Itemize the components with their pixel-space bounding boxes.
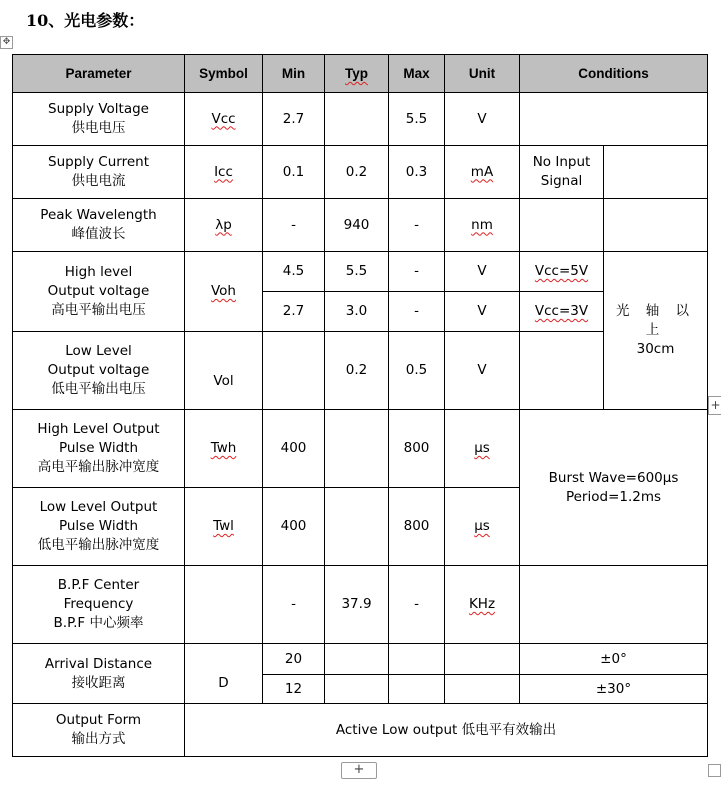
param-en: Pulse Width xyxy=(58,518,139,534)
symbol-text: Vcc xyxy=(211,110,236,127)
param-zh: 输出方式 xyxy=(71,731,126,747)
add-row-button[interactable]: + xyxy=(341,762,377,779)
symbol-cell xyxy=(185,410,263,488)
max-cell: 0.3 xyxy=(389,146,445,199)
unit-cell xyxy=(445,566,520,644)
param-zh: 高电平输出脉冲宽度 xyxy=(37,459,160,475)
condition-line: 30cm xyxy=(636,341,675,357)
unit-text: KHz xyxy=(468,596,496,612)
symbol-text: Icc xyxy=(214,163,233,180)
param-en: Output voltage xyxy=(47,362,150,378)
unit-text: mA xyxy=(470,163,494,180)
table-resize-handle[interactable] xyxy=(708,764,721,777)
unit-cell: V xyxy=(445,332,520,410)
table-row xyxy=(13,566,708,644)
table-row xyxy=(13,93,708,146)
param-cell xyxy=(13,199,185,252)
param-zh: 低电平输出电压 xyxy=(51,381,146,397)
param-en: High level xyxy=(64,264,133,280)
param-zh: 供电电压 xyxy=(71,120,126,136)
symbol-cell xyxy=(185,146,263,199)
add-column-button[interactable]: + xyxy=(708,396,721,415)
unit-text: μs xyxy=(474,440,490,456)
unit-cell: V xyxy=(445,252,520,292)
param-en: B.P.F Center xyxy=(57,577,140,593)
max-cell xyxy=(389,644,445,675)
table-row xyxy=(13,644,708,675)
min-cell: 400 xyxy=(263,410,325,488)
typ-cell xyxy=(325,410,389,488)
unit-cell xyxy=(445,199,520,252)
max-cell: 5.5 xyxy=(389,93,445,146)
condition-cell xyxy=(520,146,604,199)
condition-cell xyxy=(520,332,604,410)
param-en: Peak Wavelength xyxy=(40,207,157,223)
photoelectric-parameters-table xyxy=(12,54,708,757)
typ-cell: 0.2 xyxy=(325,146,389,199)
condition-extra-cell xyxy=(604,199,708,252)
param-en: High Level Output xyxy=(37,421,160,437)
unit-cell xyxy=(445,146,520,199)
param-en: Supply Voltage xyxy=(48,101,149,117)
table-row xyxy=(13,252,708,292)
header-unit: Unit xyxy=(445,55,520,93)
param-cell xyxy=(13,704,185,757)
symbol-cell: D xyxy=(185,644,263,704)
table-row xyxy=(13,704,708,757)
max-cell: - xyxy=(389,292,445,332)
typ-cell: 3.0 xyxy=(325,292,389,332)
condition-cell xyxy=(520,252,604,292)
unit-cell: V xyxy=(445,93,520,146)
min-cell: 20 xyxy=(263,644,325,675)
table-row xyxy=(13,410,708,488)
condition-line: No Input xyxy=(532,154,591,170)
typ-cell: 940 xyxy=(325,199,389,252)
unit-cell xyxy=(445,410,520,488)
typ-cell xyxy=(325,93,389,146)
param-cell xyxy=(13,93,185,146)
min-cell: 2.7 xyxy=(263,93,325,146)
condition-line: Period=1.2ms xyxy=(565,488,662,505)
param-en: Frequency xyxy=(63,596,134,612)
symbol-cell: Vol xyxy=(185,332,263,410)
param-en: Low Level Output xyxy=(39,499,158,515)
condition-cell xyxy=(520,199,604,252)
max-cell: 800 xyxy=(389,410,445,488)
table-move-handle-icon[interactable]: ✥ xyxy=(0,36,13,49)
condition-extra-cell xyxy=(604,146,708,199)
typ-cell xyxy=(325,488,389,566)
typ-cell: 0.2 xyxy=(325,332,389,410)
condition-line: Burst Wave=600μs xyxy=(548,469,679,486)
table-row xyxy=(13,199,708,252)
condition-text: Vcc=5V xyxy=(534,263,589,279)
table-row xyxy=(13,332,708,410)
param-cell xyxy=(13,146,185,199)
header-typ xyxy=(325,55,389,93)
min-cell: 2.7 xyxy=(263,292,325,332)
param-zh: 供电电流 xyxy=(71,173,126,189)
param-cell xyxy=(13,252,185,332)
unit-text: nm xyxy=(471,216,493,233)
header-min: Min xyxy=(263,55,325,93)
symbol-cell xyxy=(185,93,263,146)
unit-cell: V xyxy=(445,292,520,332)
spec-table-wrapper xyxy=(12,54,708,757)
burst-wave-condition-cell xyxy=(520,410,708,566)
condition-cell: ±30° xyxy=(520,675,708,704)
param-cell xyxy=(13,332,185,410)
min-cell: - xyxy=(263,199,325,252)
section-heading: 10、光电参数： xyxy=(26,11,145,30)
param-zh: 高电平输出电压 xyxy=(51,302,146,318)
symbol-text: Twh xyxy=(210,440,237,456)
max-cell: - xyxy=(389,566,445,644)
max-cell xyxy=(389,675,445,704)
unit-text: μs xyxy=(474,518,490,534)
typ-cell: 37.9 xyxy=(325,566,389,644)
symbol-cell xyxy=(185,566,263,644)
symbol-cell xyxy=(185,488,263,566)
optical-axis-condition-cell xyxy=(604,252,708,410)
condition-text: Vcc=3V xyxy=(534,303,589,319)
typ-cell xyxy=(325,675,389,704)
param-en: Pulse Width xyxy=(58,440,139,456)
output-form-value: Active Low output 低电平有效输出 xyxy=(185,704,708,757)
header-typ-text: Typ xyxy=(345,66,368,81)
param-en: Output voltage xyxy=(47,283,150,299)
param-zh: 接收距离 xyxy=(71,674,126,691)
min-cell: 12 xyxy=(263,675,325,704)
typ-cell: 5.5 xyxy=(325,252,389,292)
param-cell xyxy=(13,566,185,644)
header-conditions: Conditions xyxy=(520,55,708,93)
header-parameter: Parameter xyxy=(13,55,185,93)
min-cell xyxy=(263,332,325,410)
symbol-text: λp xyxy=(215,216,232,233)
param-cell xyxy=(13,488,185,566)
min-cell: 0.1 xyxy=(263,146,325,199)
param-zh: B.P.F 中心频率 xyxy=(53,615,144,631)
symbol-text: Twl xyxy=(213,518,234,534)
max-cell: 0.5 xyxy=(389,332,445,410)
header-row xyxy=(13,55,708,93)
unit-cell xyxy=(445,488,520,566)
min-cell: 4.5 xyxy=(263,252,325,292)
param-en: Arrival Distance xyxy=(44,655,153,672)
symbol-text: Voh xyxy=(210,283,236,299)
header-max: Max xyxy=(389,55,445,93)
condition-line: 光 轴 以 上 xyxy=(615,303,696,338)
param-en: Low Level xyxy=(65,343,132,359)
min-cell: 400 xyxy=(263,488,325,566)
header-symbol: Symbol xyxy=(185,55,263,93)
param-zh: 峰值波长 xyxy=(71,226,126,242)
param-cell xyxy=(13,410,185,488)
max-cell: 800 xyxy=(389,488,445,566)
symbol-cell xyxy=(185,252,263,332)
table-row xyxy=(13,146,708,199)
unit-cell xyxy=(445,675,520,704)
min-cell: - xyxy=(263,566,325,644)
unit-cell xyxy=(445,644,520,675)
param-en: Output Form xyxy=(55,712,142,728)
max-cell: - xyxy=(389,199,445,252)
typ-cell xyxy=(325,644,389,675)
max-cell: - xyxy=(389,252,445,292)
condition-cell: ±0° xyxy=(520,644,708,675)
param-en: Supply Current xyxy=(48,154,149,170)
condition-line: Signal xyxy=(540,173,583,189)
param-zh: 低电平输出脉冲宽度 xyxy=(37,537,160,553)
param-cell xyxy=(13,644,185,704)
symbol-cell xyxy=(185,199,263,252)
condition-cell xyxy=(520,566,708,644)
condition-cell xyxy=(520,292,604,332)
condition-cell xyxy=(520,93,708,146)
